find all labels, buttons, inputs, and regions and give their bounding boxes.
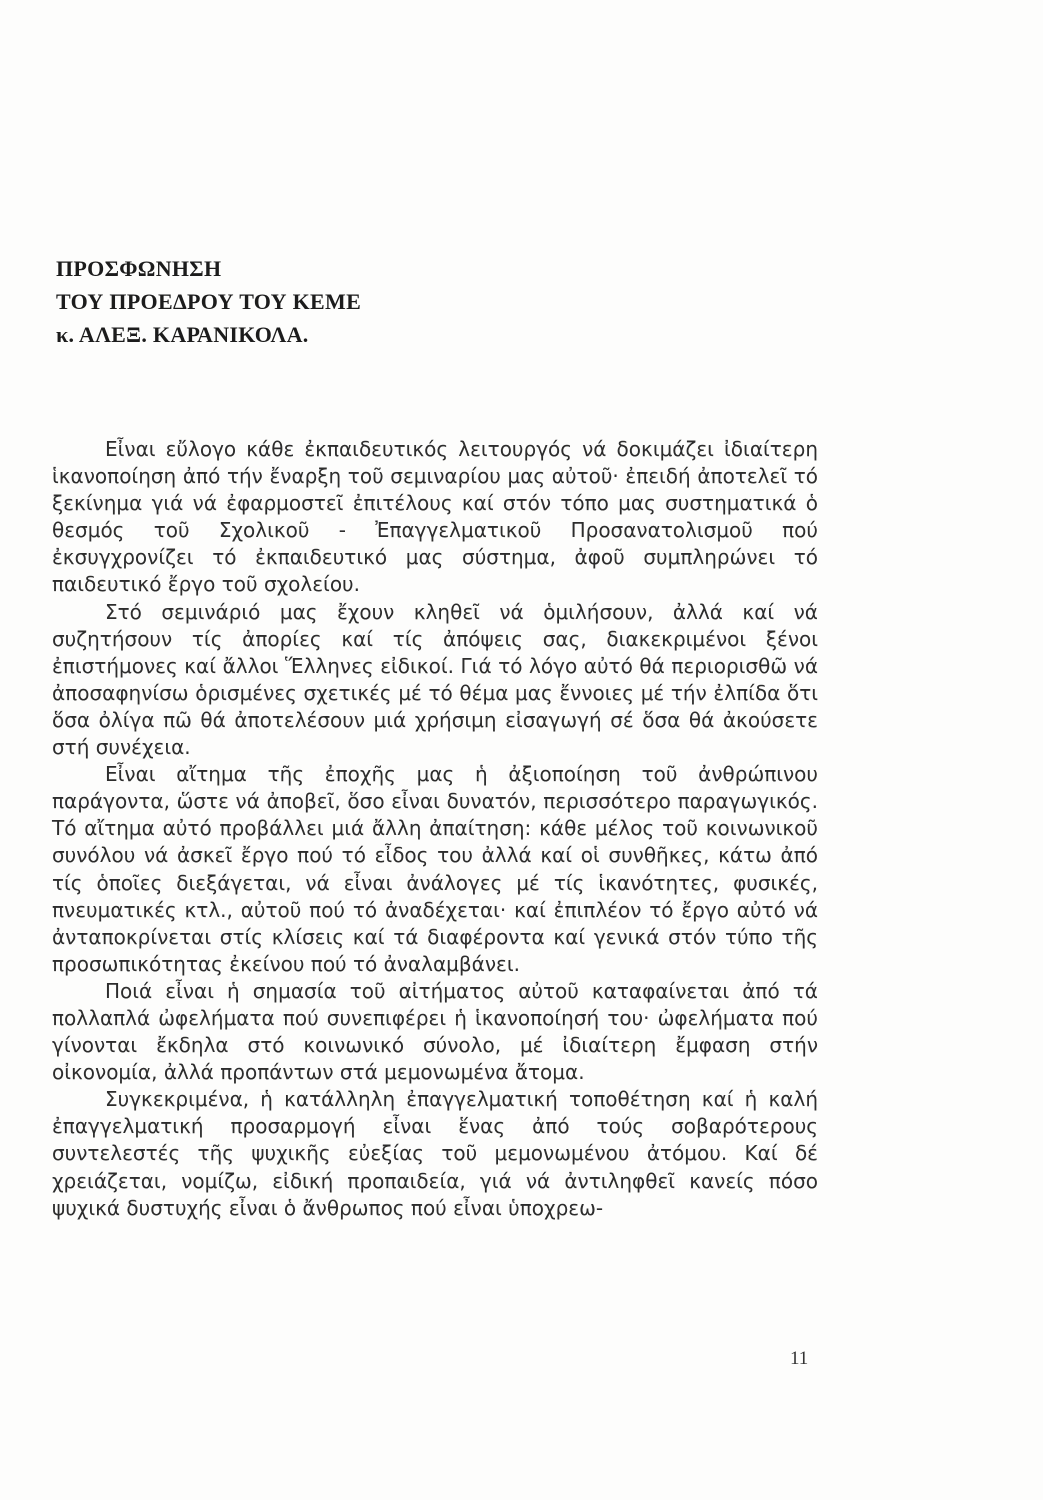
body-text bbox=[52, 436, 818, 1222]
paragraph: Εἶναι αἴτημα τῆς ἐποχῆς μας ἡ ἀξιοποίηση τοῦ ἀνθρώπινου παράγοντα, ὥστε νά ἀποβεῖ, ὅσο εἶναι δυνατόν, περισσότερο παραγωγικός. Τό αἴτημα αὐτό προβάλλει μιά ἄλλη ἀπαίτηση: κάθε μέλος τοῦ κοινωνικοῦ συνόλου νά ἀσκεῖ ἔργο πού τό εἶδος του ἀλλά καί οἱ συνθῆκες, κάτω ἀπό τίς ὁποῖες διεξάγεται, νά εἶναι ἀνάλογες μέ τίς ἱκανότητες, φυσικές, πνευματικές κτλ., αὐτοῦ πού τό ἀναδέχεται· καί ἐπιπλέον τό ἔργο αὐτό νά ἀνταποκρίνεται στίς κλίσεις καί τά διαφέροντα καί γενικά στόν τύπο τῆς προσωπικότητας ἐκείνου πού τό ἀναλαμβάνει. bbox=[52, 762, 818, 976]
paragraph: Στό σεμινάριό μας ἔχουν κληθεῖ νά ὁμιλήσουν, ἀλλά καί νά συζητήσουν τίς ἀπορίες καί τίς ἀπόψεις σας, διακεκριμένοι ξένοι ἐπιστήμονες καί ἄλλοι Ἕλληνες εἰδικοί. Γιά τό λόγο αὐτό θά περιορισθῶ νά ἀποσαφηνίσω ὁρισμένες σχετικές μέ τό θέμα μας ἔννοιες μέ τήν ἐλπίδα ὅτι ὅσα ὀλίγα πῶ θά ἀποτελέσουν μιά χρήσιμη εἰσαγωγή σέ ὅσα θά ἀκούσετε στή συνέχεια. bbox=[52, 599, 818, 760]
heading-line-1: ΠΡΟΣΦΩΝΗΣΗ bbox=[56, 256, 222, 281]
heading-line-3: κ. ΑΛΕΞ. ΚΑΡΑΝΙΚΟΛΑ. bbox=[56, 322, 309, 347]
paragraph: Ποιά εἶναι ἡ σημασία τοῦ αἰτήματος αὐτοῦ καταφαίνεται ἀπό τά πολλαπλά ὠφελήματα πού συνεπιφέρει ἡ ἱκανοποίησή του· ὠφελήματα πού γίνονται ἔκδηλα στό κοινωνικό σύνολο, μέ ἰδιαίτερη ἔμφαση στήν οἰκονομία, ἀλλά προπάντων στά μεμονωμένα ἄτομα. bbox=[52, 978, 818, 1085]
heading-line-2: ΤΟΥ ΠΡΟΕΔΡΟΥ ΤΟΥ ΚΕΜΕ bbox=[56, 289, 362, 314]
paragraph: Εἶναι εὔλογο κάθε ἐκπαιδευτικός λειτουργός νά δοκιμάζει ἰδιαίτερη ἱκανοποίηση ἀπό τήν ἔναρξη τοῦ σεμιναρίου μας αὐτοῦ· ἐπειδή ἀποτελεῖ τό ξεκίνημα γιά νά ἐφαρμοστεῖ ἐπιτέλους καί στόν τόπο μας συστηματικά ὁ θεσμός τοῦ Σχολικοῦ - Ἐπαγγελματικοῦ Προσανατολισμοῦ πού ἐκσυγχρονίζει τό ἐκπαιδευτικό μας σύστημα, ἀφοῦ συμπληρώνει τό παιδευτικό ἔργο τοῦ σχολείου. bbox=[52, 437, 818, 597]
page-number: 11 bbox=[790, 1348, 809, 1369]
paragraph: Συγκεκριμένα, ἡ κατάλληλη ἐπαγγελματική τοποθέτηση καί ἡ καλή ἐπαγγελματική προσαρμογή εἶναι ἕνας ἀπό τούς σοβαρότερους συντελεστές τῆς ψυχικῆς εὐεξίας τοῦ μεμονωμένου ἀτόμου. Καί δέ χρειάζεται, νομίζω, εἰδική προπαιδεία, γιά νά ἀντιληφθεῖ κανείς πόσο ψυχικά δυστυχής εἶναι ὁ ἄνθρωπος πού εἶναι ὑποχρεω- bbox=[52, 1087, 818, 1220]
speech-heading bbox=[56, 252, 361, 351]
